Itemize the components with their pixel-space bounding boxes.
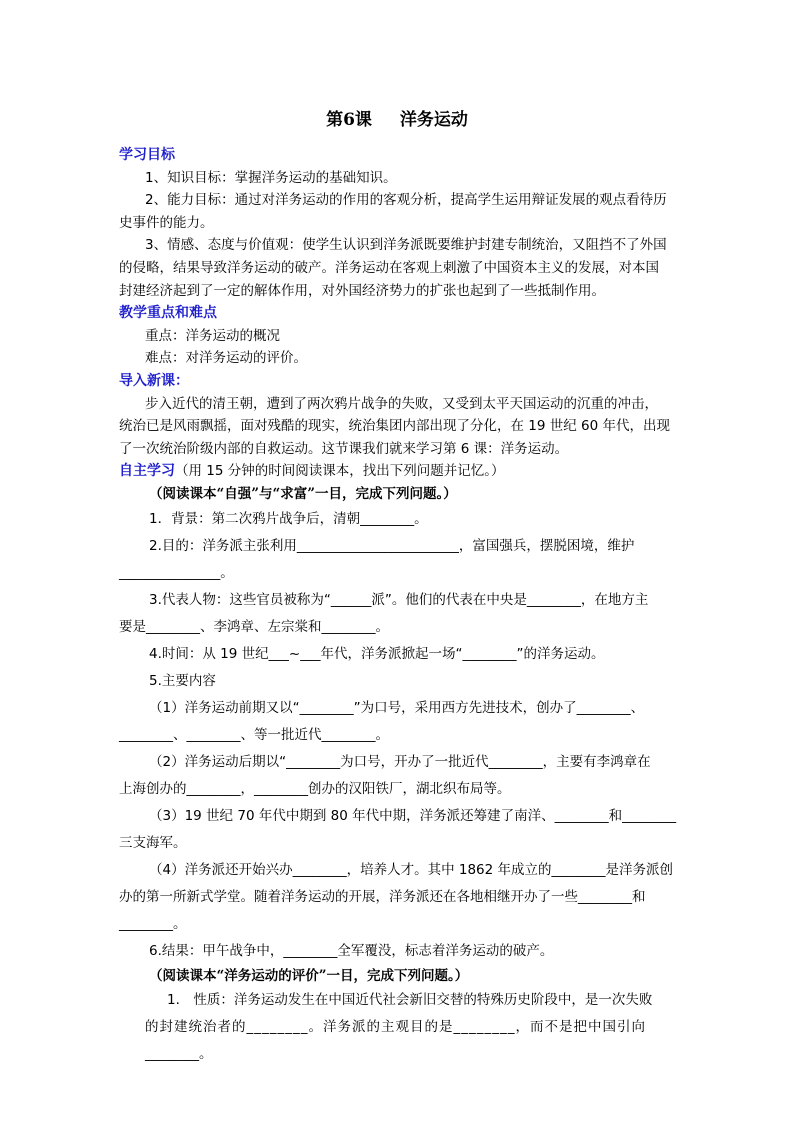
line-text: 的侵略，结果导致洋务运动的破产。洋务运动在客观上刺激了中国资本主义的发展，对本国 bbox=[119, 259, 659, 276]
section-heading bbox=[119, 370, 675, 393]
text-line bbox=[119, 506, 675, 533]
lesson-title bbox=[0, 105, 794, 130]
text-line bbox=[119, 776, 675, 803]
line-text: 步入近代的清王朝，遭到了两次鸦片战争的失败，又受到太平天国运动的沉重的冲击， bbox=[145, 395, 658, 412]
line-text: 2、能力目标：通过对洋务运动的作用的客观分析，提高学生运用辩证发展的观点看待历 bbox=[145, 192, 667, 209]
line-text: 上海创办的________，________创办的汉阳铁厂，湖北织布局等。 bbox=[119, 780, 511, 797]
line-text: 6.结果：甲午战争中，________全军覆没，标志着洋务运动的破产。 bbox=[149, 942, 554, 959]
text-line bbox=[119, 641, 675, 668]
text-line bbox=[119, 483, 675, 506]
text-line bbox=[119, 614, 675, 641]
line-text: （3）19 世纪 70 年代中期到 80 年代中期，洋务派还筹建了南洋、________和________ bbox=[149, 807, 677, 824]
text-line bbox=[119, 695, 675, 722]
line-text: 1．背景：第二次鸦片战争后，清朝________。 bbox=[149, 510, 428, 527]
line-text: 史事件的能力。 bbox=[119, 214, 214, 231]
text-line bbox=[119, 830, 675, 857]
text-line bbox=[119, 189, 675, 212]
line-text: 教学重点和难点 bbox=[119, 305, 217, 322]
line-text: 统治已是风雨飘摇，面对残酷的现实，统治集团内部出现了分化，在 19 世纪 60 年代，出现 bbox=[119, 418, 671, 435]
line-text: （1）洋务运动前期又以“________”为口号，采用西方先进技术，创办了________、 bbox=[149, 699, 645, 716]
line-text: 办的第一所新式学堂。随着洋务运动的开展，洋务派还在各地相继开办了一些________和 bbox=[119, 888, 646, 905]
line-text: （2）洋务运动后期以“________为口号，开办了一批近代________，主要有李鸿章在 bbox=[149, 753, 651, 770]
text-line bbox=[119, 965, 675, 988]
text-line bbox=[119, 938, 675, 965]
line-text: 难点：对洋务运动的评价。 bbox=[145, 350, 307, 367]
text-line bbox=[119, 668, 675, 695]
section-heading bbox=[119, 302, 675, 325]
text-line bbox=[119, 438, 675, 461]
line-text: ________、________、等一批近代________。 bbox=[119, 726, 389, 743]
text-line bbox=[119, 325, 675, 348]
line-text: 3.代表人物：这些官员被称为“______派”。他们的代表在中央是________，在地方主 bbox=[149, 591, 649, 608]
text-line bbox=[119, 415, 675, 438]
line-text: （阅读课本“洋务运动的评价”一目，完成下列问题。） bbox=[149, 967, 469, 984]
document-body bbox=[119, 144, 675, 1068]
text-line bbox=[119, 1014, 675, 1041]
line-text: 2.目的：洋务派主张利用________________________，富国强兵，摆脱困境，维护 bbox=[149, 537, 635, 554]
line-text: ________。 bbox=[119, 915, 187, 932]
text-line bbox=[119, 257, 675, 280]
line-text: 学习目标 bbox=[119, 147, 175, 163]
line-text: （用 15 分钟的时间阅读课本，找出下列问题并记忆。） bbox=[175, 463, 505, 480]
text-line bbox=[119, 393, 675, 416]
text-line bbox=[119, 884, 675, 911]
text-line bbox=[119, 280, 675, 303]
line-text: （阅读课本“自强”与“求富”一目，完成下列问题。） bbox=[149, 485, 457, 502]
line-text: 4.时间：从 19 世纪___~___年代，洋务派掀起一场“________”的洋务运动。 bbox=[149, 645, 605, 662]
section-heading bbox=[119, 144, 675, 167]
line-text: 1、知识目标：掌握洋务运动的基础知识。 bbox=[145, 169, 397, 186]
text-line bbox=[119, 460, 675, 483]
text-line bbox=[119, 167, 675, 190]
line-text: （4）洋务派还开始兴办________，培养人才。其中 1862 年成立的________是洋务派创 bbox=[149, 861, 674, 878]
line-text: 导入新课： bbox=[119, 372, 189, 389]
text-line bbox=[119, 857, 675, 884]
text-line bbox=[119, 212, 675, 235]
text-line bbox=[119, 347, 675, 370]
line-text: 1. 性质：洋务运动发生在中国近代社会新旧交替的特殊历史阶段中，是一次失败 bbox=[167, 992, 653, 1009]
text-line bbox=[119, 560, 675, 587]
text-line bbox=[119, 533, 675, 560]
line-text: ________。 bbox=[145, 1046, 213, 1063]
line-text: 的封建统治者的________。洋务派的主观目的是________，而不是把中国引向 bbox=[145, 1019, 646, 1036]
text-line bbox=[119, 1041, 675, 1068]
line-text: 了一次统治阶级内部的自救运动。这节课我们就来学习第 6 课：洋务运动。 bbox=[119, 440, 569, 457]
line-text: 三支海军。 bbox=[119, 834, 187, 851]
line-text: _______________。 bbox=[119, 564, 234, 581]
section-heading-inline: 自主学习 bbox=[119, 463, 175, 480]
text-line bbox=[119, 911, 675, 938]
lesson-number: 第6课 bbox=[326, 110, 372, 130]
text-line bbox=[119, 749, 675, 776]
text-line bbox=[119, 587, 675, 614]
lesson-topic: 洋务运动 bbox=[399, 110, 468, 130]
line-text: 要是________、李鸿章、左宗棠和________。 bbox=[119, 618, 389, 635]
line-text: 5.主要内容 bbox=[149, 672, 216, 689]
line-text: 封建经济起到了一定的解体作用，对外国经济势力的扩张也起到了一些抵制作用。 bbox=[119, 282, 605, 299]
text-line bbox=[119, 722, 675, 749]
text-line bbox=[119, 987, 675, 1014]
text-line bbox=[119, 803, 675, 830]
line-text: 重点：洋务运动的概况 bbox=[145, 327, 280, 344]
text-line bbox=[119, 234, 675, 257]
line-text: 3、情感、态度与价值观：使学生认识到洋务派既要维护封建专制统治，又阻挡不了外国 bbox=[145, 237, 667, 254]
